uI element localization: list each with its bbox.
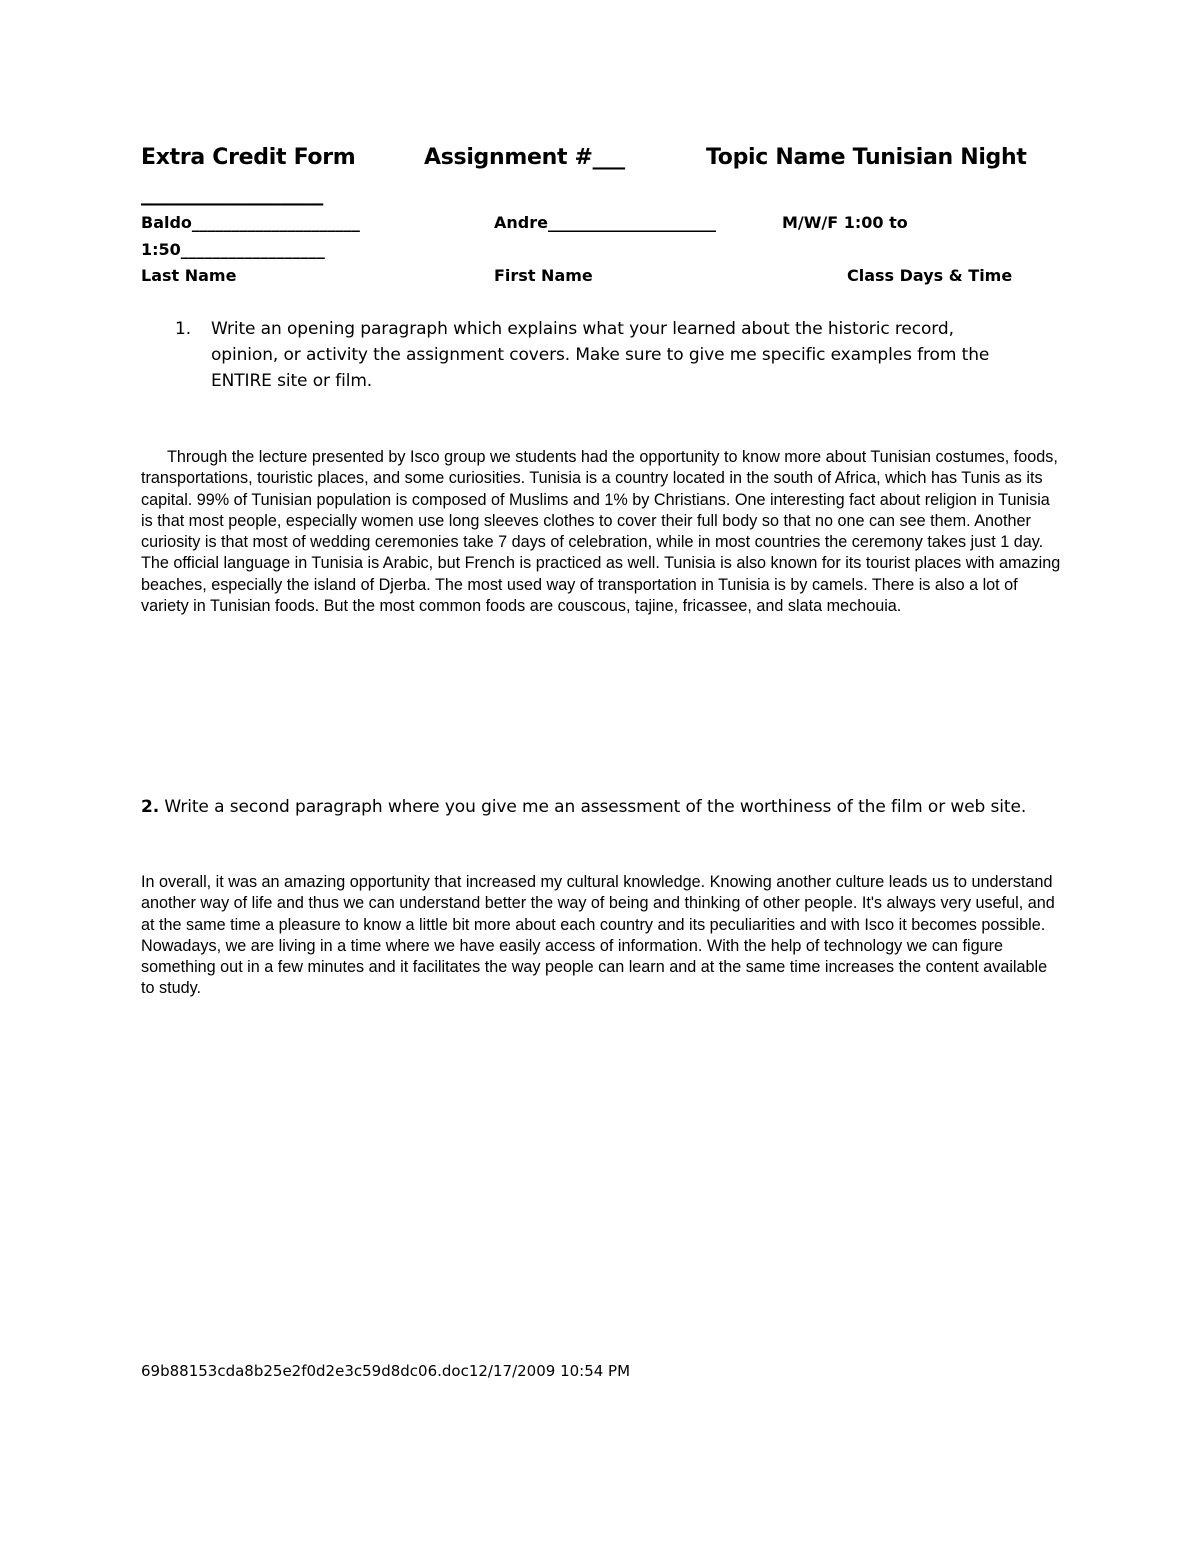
last-name-value: Baldo_____________________ [141,213,360,232]
first-name-value: Andre_____________________ [494,213,716,232]
topic-name: Topic Name Tunisian Night [706,145,1027,170]
document-footer: 69b88153cda8b25e2f0d2e3c59d8dc06.doc12/17/2009 10:54 PM [141,1362,631,1380]
assignment-number: Assignment #___ [424,145,625,170]
question-1-line-3: ENTIRE site or film. [211,371,373,391]
question-2 [141,794,1026,820]
last-name-label: Last Name [141,266,237,285]
topic-underline: _________________ [141,181,323,206]
answer-2-paragraph: In overall, it was an amazing opportunity that increased my cultural knowledge. Knowing another culture leads us to understand another way of life and thus we can understand better the way of being and thinking of other people. It's always very useful, and at the same time a pleasure to know a little bit more about each country and its peculiarities and with Isco it becomes possible. Nowadays, we are living in a time where we have easily access of information. With the help of technology we can figure something out in a few minutes and it facilitates the way people can learn and at the same time increases the content available to study. [141,873,1055,998]
answer-1-paragraph: Through the lecture presented by Isco group we students had the opportunity to know more about Tunisian costumes, foods, transportations, touristic places, and some curiosities. Tunisia is a country located in the south of Africa, which has Tunis as its capital. 99% of Tunisian population is composed of Muslims and 1% by Christians. One interesting fact about religion in Tunisia is that most people, especially women use long sleeves clothes to cover their full body so that no one can see them. Another curiosity is that most of wedding ceremonies take 7 days of celebration, while in most countries the ceremony takes just 1 day. The official language in Tunisia is Arabic, but French is practiced as well. Tunisia is also known for its tourist places with amazing beaches, especially the island of Djerba. The most used way of transportation in Tunisia is by camels. There is also a lot of variety in Tunisian foods. But the most common foods are couscous, tajine, fricassee, and slata mechouia. [141,448,1061,616]
question-2-text: Write a second paragraph where you give me an assessment of the worthiness of the film or web site. [164,797,1027,817]
first-name-label: First Name [494,266,593,285]
question-1-line-2: opinion, or activity the assignment covers. Make sure to give me specific examples from the [211,345,990,365]
question-1-number: 1. [175,319,192,339]
class-time-continued: 1:50__________________ [141,240,325,259]
question-1-line-1: Write an opening paragraph which explains what your learned about the historic record, [211,319,954,339]
question-2-number: 2. [141,797,160,817]
class-days-label: Class Days & Time [847,266,1013,285]
form-title: Extra Credit Form [141,145,356,170]
class-time-value: M/W/F 1:00 to [782,213,908,232]
